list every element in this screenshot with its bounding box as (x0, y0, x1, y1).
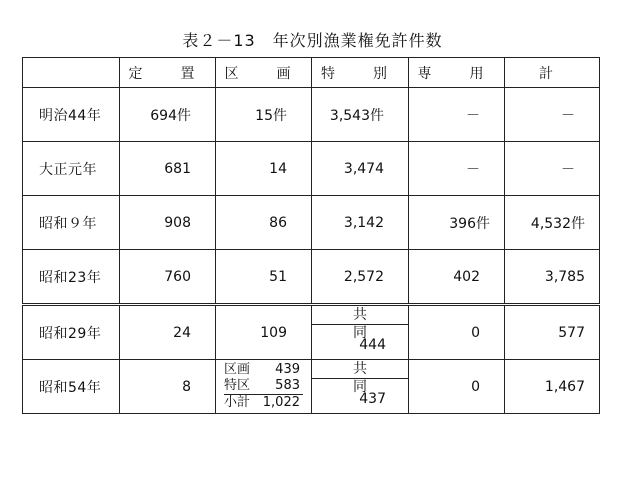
kukaku-cell: 109 (216, 305, 312, 360)
total-cell: 577 (505, 305, 600, 360)
teichi-cell: 8 (120, 360, 216, 414)
header-row (23, 58, 600, 88)
kyodo-label: 共 同 (312, 306, 408, 325)
table-row (23, 196, 600, 250)
senyo-cell: 0 (409, 360, 505, 414)
teichi-cell: 760 (120, 250, 216, 305)
total-cell: 4,532件 (505, 196, 600, 250)
senyo-cell: 402 (409, 250, 505, 305)
senyo-cell: 0 (409, 305, 505, 360)
total-cell: － (505, 142, 600, 196)
tokubetsu-cell: 3,543件 (312, 88, 409, 142)
subtotal-value: 1,022 (262, 395, 300, 410)
teichi-cell: 908 (120, 196, 216, 250)
header-total: 計 (505, 58, 600, 88)
kukaku-breakdown-cell (216, 360, 312, 414)
kukaku-cell: 51 (216, 250, 312, 305)
tokubetsu-value: 444 (359, 337, 386, 353)
kukaku-cell: 86 (216, 196, 312, 250)
total-cell: 1,467 (505, 360, 600, 414)
year-cell: 昭和９年 (23, 196, 120, 250)
tokku-line (224, 378, 311, 394)
tokubetsu-value: 437 (359, 391, 386, 407)
table-row (23, 88, 600, 142)
year-cell: 昭和23年 (23, 250, 120, 305)
table-row (23, 360, 600, 414)
total-cell: － (505, 88, 600, 142)
kyodo-label: 共 同 (312, 360, 408, 379)
tokubetsu-cell: 3,474 (312, 142, 409, 196)
kukaku-line (224, 362, 311, 378)
tokubetsu-split-cell (312, 360, 409, 414)
tokubetsu-split-cell (312, 305, 409, 360)
senyo-cell: － (409, 142, 505, 196)
year-cell: 大正元年 (23, 142, 120, 196)
senyo-cell: － (409, 88, 505, 142)
tokku-line-value: 583 (275, 378, 300, 393)
license-table (22, 57, 600, 414)
kukaku-cell: 15件 (216, 88, 312, 142)
tokubetsu-cell: 2,572 (312, 250, 409, 305)
year-cell: 昭和29年 (23, 305, 120, 360)
header-senyo: 専 用 (409, 58, 505, 88)
header-kukaku: 区 画 (216, 58, 312, 88)
teichi-cell: 694件 (120, 88, 216, 142)
table-row (23, 305, 600, 360)
kukaku-cell: 14 (216, 142, 312, 196)
table-title: 表２－13 年次別漁業権免許件数 (182, 31, 443, 50)
header-empty (23, 58, 120, 88)
header-tokubetsu: 特 別 (312, 58, 409, 88)
subtotal-label: 小計 (224, 395, 251, 410)
teichi-cell: 24 (120, 305, 216, 360)
subtotal-line (224, 394, 303, 411)
total-cell: 3,785 (505, 250, 600, 305)
year-cell: 明治44年 (23, 88, 120, 142)
senyo-cell: 396件 (409, 196, 505, 250)
table-row (23, 250, 600, 305)
tokubetsu-cell: 3,142 (312, 196, 409, 250)
kukaku-line-label: 区画 (224, 362, 251, 377)
tokku-line-label: 特区 (224, 378, 251, 393)
year-cell: 昭和54年 (23, 360, 120, 414)
table-row (23, 142, 600, 196)
kukaku-line-value: 439 (275, 362, 300, 377)
teichi-cell: 681 (120, 142, 216, 196)
header-teichi: 定 置 (120, 58, 216, 88)
